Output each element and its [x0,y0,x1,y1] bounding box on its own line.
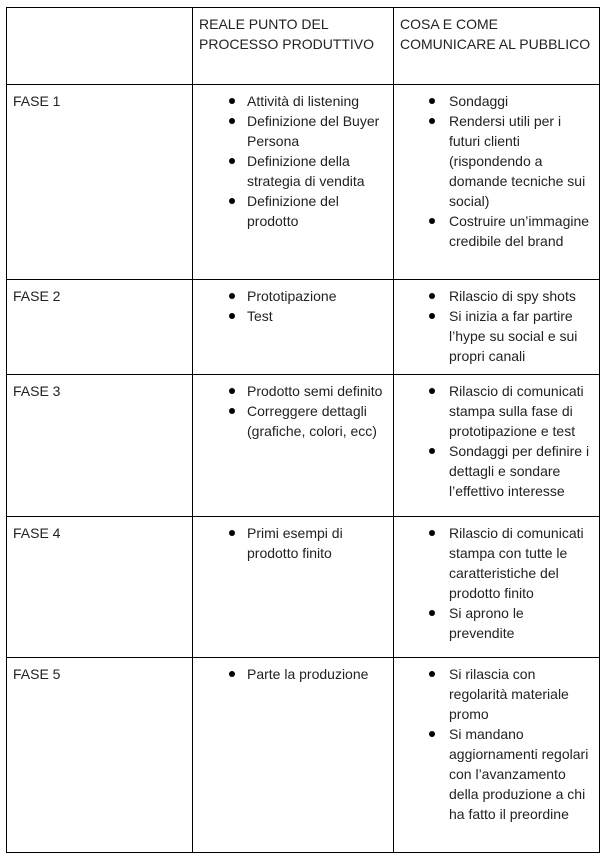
list-item: Si aprono le prevendite [400,603,593,643]
list-item: Rilascio di comunicati stampa con tutte le caratteristiche del prodotto finito [400,523,593,603]
list-item: Definizione del Buyer Persona [199,111,387,151]
header-communication-cell: COSA E COME COMUNICARE AL PUBBLICO [394,8,600,85]
list-item: Attività di listening [199,91,387,111]
phases-table [6,7,600,853]
list-item: Rilascio di comunicati stampa sulla fase di prototipazione e test [400,381,593,441]
process-list [199,381,387,441]
header-row [7,8,600,85]
header-corner-cell [7,8,193,85]
communication-cell [394,517,600,658]
table-row [7,85,600,280]
table-row [7,517,600,658]
communication-cell [394,375,600,517]
communication-cell [394,280,600,375]
list-item: Si rilascia con regolarità materiale promo [400,664,593,724]
process-cell [193,280,394,375]
phase-cell: FASE 4 [7,517,193,658]
phase-cell: FASE 2 [7,280,193,375]
list-item: Sondaggi [400,91,593,111]
list-item: Primi esempi di prodotto finito [199,523,387,563]
communication-list [400,91,593,251]
list-item: Correggere dettagli (grafiche, colori, ecc) [199,401,387,441]
list-item: Prototipazione [199,286,387,306]
table-row [7,375,600,517]
phase-cell: FASE 3 [7,375,193,517]
process-list [199,664,387,684]
phase-cell: FASE 5 [7,658,193,853]
list-item: Rendersi utili per i futuri clienti (rispondendo a domande tecniche sui social) [400,111,593,211]
process-list [199,286,387,326]
table-row [7,280,600,375]
list-item: Definizione del prodotto [199,191,387,231]
list-item: Parte la produzione [199,664,387,684]
list-item: Definizione della strategia di vendita [199,151,387,191]
process-cell [193,658,394,853]
list-item: Sondaggi per definire i dettagli e sondare l’effettivo interesse [400,441,593,501]
phase-cell: FASE 1 [7,85,193,280]
list-item: Rilascio di spy shots [400,286,593,306]
process-list [199,523,387,563]
communication-list [400,523,593,643]
process-list [199,91,387,231]
header-process-cell: REALE PUNTO DEL PROCESSO PRODUTTIVO [193,8,394,85]
process-cell [193,375,394,517]
list-item: Test [199,306,387,326]
process-cell [193,517,394,658]
list-item: Costruire un’immagine credibile del brand [400,211,593,251]
table-row [7,658,600,853]
communication-list [400,286,593,366]
communication-list [400,381,593,501]
list-item: Si inizia a far partire l’hype su social e sui propri canali [400,306,593,366]
communication-list [400,664,593,824]
communication-cell [394,85,600,280]
communication-cell [394,658,600,853]
process-cell [193,85,394,280]
list-item: Si mandano aggiornamenti regolari con l’avanzamento della produzione a chi ha fatto il preordine [400,724,593,824]
list-item: Prodotto semi definito [199,381,387,401]
